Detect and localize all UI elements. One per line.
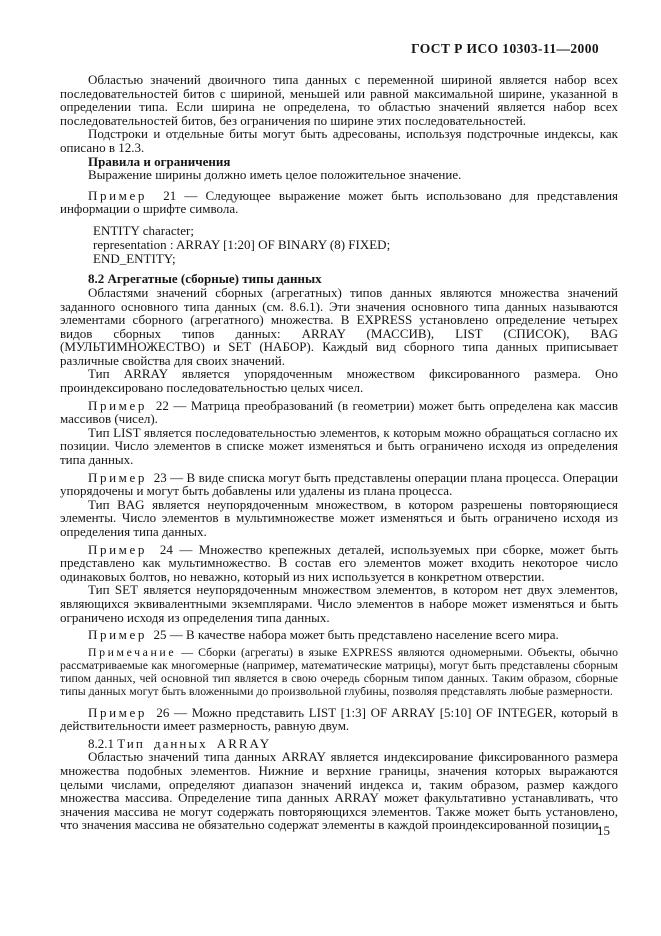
- example-25-number: 25: [153, 627, 167, 643]
- example-26-number: 26: [156, 704, 170, 720]
- example-25: [60, 628, 618, 642]
- paragraph-bag-type: Тип BAG является неупорядоченным множеством, в котором разрешены повторяющиеся элементы. Число элементов в мультимножестве может изменяться и быть ограничено исходя из определения типа данных.: [60, 496, 618, 540]
- example-24-number: 24: [159, 541, 173, 557]
- code-block-entity-character: [60, 224, 618, 265]
- paragraph-aggregate-domains: Областями значений сборных (агрегатных) типов данных являются множества значений заданного основного типа данных (см. 8.6.1). Эти значения основного типа данных называются элементами сборного (агрегатного) множества. В EXPRESS установлено определение четырех видов сборных типов данных: ARRAY (МАССИВ), LIST (СПИСОК), BAG (МУЛЬТИМНОЖЕСТВО) и SET (НАБОР). Каждый вид сборного типа данных приписывает различные свойства для своих значений.: [60, 284, 618, 368]
- code-line: representation : ARRAY [1:20] OF BINARY (8) FIXED;: [93, 236, 391, 252]
- example-23-label: Пример: [88, 469, 147, 485]
- section-8-2-1-heading: [60, 737, 618, 751]
- example-24: [60, 543, 618, 584]
- page-number: 15: [597, 823, 610, 838]
- example-21-number: 21: [163, 187, 177, 203]
- example-24-text: — Множество крепежных деталей, используемых при сборке, может быть представлено как мультимножество. В состав его элементов может входить некоторое число одинаковых болтов, но неважно, который из них используется в конкретном отверстии.: [60, 541, 619, 584]
- example-22-label: Пример: [88, 397, 147, 413]
- example-25-text: — В качестве набора может быть представлено население всего мира.: [169, 627, 559, 643]
- paragraph-substrings: Подстроки и отдельные биты могут быть адресованы, используя подстрочные индексы, как описано в 12.3.: [60, 126, 618, 155]
- note-paragraph: [60, 646, 618, 699]
- document-body: [60, 73, 618, 832]
- paragraph-list-type: Тип LIST является последовательностью элементов, к которым можно обращаться согласно их позиции. Число элементов в списке может изменяться и быть ограничено исходя из определения типа данных.: [60, 424, 618, 468]
- example-21: [60, 189, 618, 216]
- example-25-label: Пример: [88, 627, 147, 643]
- code-line: END_ENTITY;: [93, 250, 176, 266]
- note-label: Примечание: [88, 644, 177, 659]
- example-21-label: Пример: [88, 187, 147, 203]
- paragraph-set-type: Тип SET является неупорядоченным множеством элементов, в котором нет двух элементов, являющихся эквивалентными экземплярами. Число элементов в наборе может изменяться и быть ограничено исходя из определения типа данных.: [60, 582, 618, 625]
- example-23-number: 23: [153, 469, 167, 485]
- example-21-text: — Следующее выражение может быть использовано для представления информации о шрифте символа.: [60, 187, 619, 217]
- example-23: [60, 471, 618, 498]
- code-line: ENTITY character;: [93, 222, 194, 238]
- example-22-number: 22: [155, 397, 169, 413]
- example-23-text: — В виде списка могут быть представлены операции плана процесса. Операции упорядочены и могут быть добавлены или удалены из плана процесса.: [60, 469, 619, 499]
- example-24-label: Пример: [88, 541, 147, 557]
- rules-text: Выражение ширины должно иметь целое положительное значение.: [88, 167, 462, 183]
- section-8-2-heading: 8.2 Агрегатные (сборные) типы данных: [88, 271, 322, 287]
- note-text: — Сборки (агрегаты) в языке EXPRESS являются одномерными. Объекты, обычно рассматриваемые как многомерные (например, математические матрицы), могут быть представлены сборным типом данных, чей основной тип является в свою очередь сборным типом данных. Таким образом, сборные типы данных могут быть вложенными до произвольной глубины, позволяя представлять любые размерности.: [60, 644, 618, 699]
- section-8-2-1-title: Тип данных ARRAY: [117, 735, 272, 751]
- document-header-code: ГОСТ Р ИСО 10303-11—2000: [411, 41, 599, 56]
- paragraph-array-domain: Областью значений типа данных ARRAY является индексирование фиксированного размера множества подобных элементов. Нижние и верхние границы, значения которых выражаются целыми числами, определяют диапазон значений индекса и, таким образом, размер каждого множества массива. Определение типа данных ARRAY может факультативно устанавливать, что значения массива не могут содержать повторяющихся элементов. Также может быть установлено, что значения массива не обязательно содержат элементы в каждой проиндексированной позиции.: [60, 749, 618, 833]
- example-26-label: Пример: [88, 704, 147, 720]
- example-22: [60, 399, 618, 426]
- section-8-2-1-number: 8.2.1: [88, 735, 114, 751]
- example-22-text: — Матрица преобразований (в геометрии) может быть определена как массив массивов (чисел).: [60, 397, 618, 427]
- rules-heading: Правила и ограничения: [88, 153, 231, 169]
- paragraph-array-intro: Тип ARRAY является упорядоченным множеством фиксированного размера. Оно проиндексировано последовательностью целых чисел.: [60, 366, 618, 396]
- paragraph-binary-domain: Областью значений двоичного типа данных с переменной шириной является набор всех последовательностей битов с шириной, меньшей или равной максимальной ширине, указанной в определении типа. Если ширина не определена, то областью значений является набор всех последовательностей битов, без ограничения по ширине этих последовательностей.: [60, 72, 618, 128]
- example-26-text: — Можно представить LIST [1:3] OF ARRAY [5:10] OF INTEGER, который в действительности имеет размерность, равную двум.: [60, 704, 619, 734]
- example-26: [60, 706, 618, 733]
